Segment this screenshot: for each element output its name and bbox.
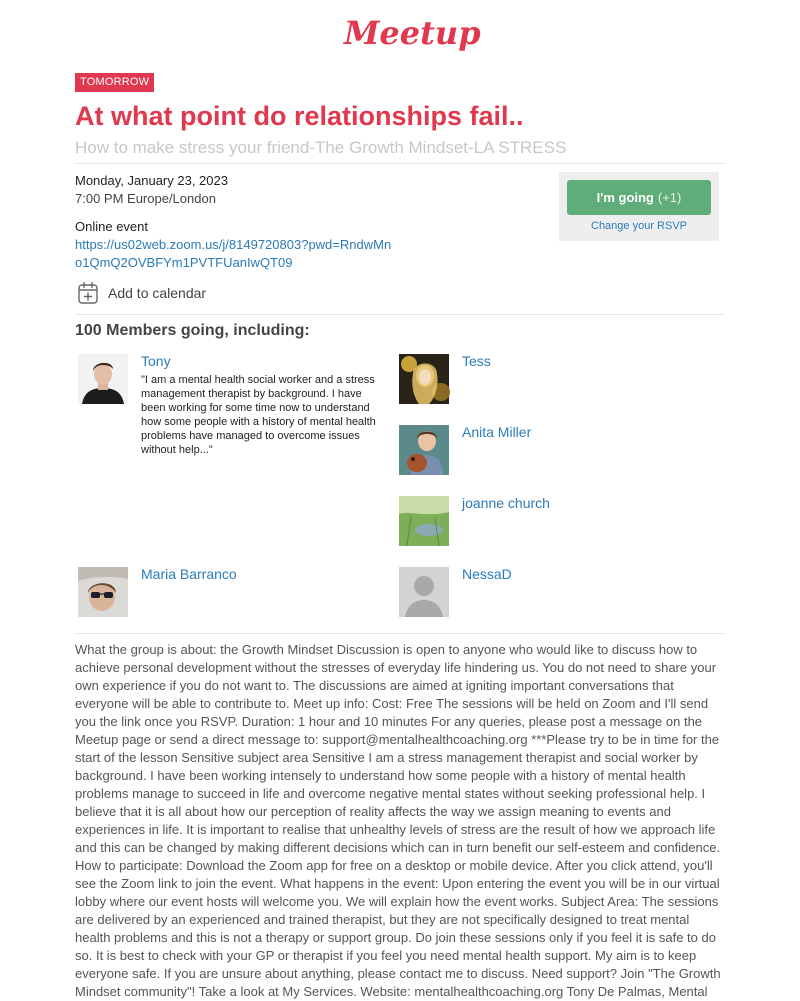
member-bio: "I am a mental health social worker and a stress management therapist by background. I have been working for some time now to understand how some people with a history of mental health problems have managed to overcome issues without help..." bbox=[141, 374, 376, 456]
add-to-calendar-label: Add to calendar bbox=[108, 285, 207, 301]
members-heading: 100 Members going, including: bbox=[75, 322, 310, 339]
avatar-photo bbox=[399, 425, 449, 475]
divider bbox=[75, 314, 725, 315]
event-details bbox=[75, 172, 545, 272]
logo-wordmark: Meetup bbox=[344, 14, 481, 52]
meetup-logo[interactable] bbox=[344, 14, 481, 62]
avatar-photo bbox=[78, 567, 128, 617]
member-avatar[interactable] bbox=[399, 567, 449, 617]
member-name[interactable]: Tess bbox=[462, 353, 491, 369]
member-name[interactable]: joanne church bbox=[462, 495, 550, 511]
member-name[interactable]: NessaD bbox=[462, 566, 512, 582]
member-avatar[interactable] bbox=[78, 567, 128, 617]
im-going-button[interactable] bbox=[567, 180, 711, 215]
member-name[interactable]: Maria Barranco bbox=[141, 566, 237, 582]
member-avatar[interactable] bbox=[399, 496, 449, 546]
member-avatar[interactable] bbox=[399, 354, 449, 404]
avatar-photo bbox=[399, 354, 449, 404]
event-link[interactable]: https://us02web.zoom.us/j/8149720803?pwd=RndwMno1QmQ2OVBFYm1PVTFUanIwQT09 bbox=[75, 237, 392, 270]
location-label: Online event bbox=[75, 219, 148, 234]
rsvp-box bbox=[559, 172, 719, 241]
calendar-plus-icon bbox=[77, 281, 99, 305]
divider bbox=[75, 633, 725, 634]
member-name[interactable]: Tony bbox=[141, 353, 171, 369]
going-label: I'm going bbox=[596, 190, 654, 205]
divider bbox=[75, 163, 725, 164]
event-time: 7:00 PM Europe/London bbox=[75, 191, 216, 206]
group-name[interactable]: How to make stress your friend-The Growth Mindset-LA STRESS bbox=[75, 138, 567, 157]
guest-count: (+1) bbox=[657, 190, 682, 205]
event-title[interactable]: At what point do relationships fail.. bbox=[75, 101, 524, 131]
avatar-photo bbox=[399, 496, 449, 546]
default-avatar-icon bbox=[399, 567, 449, 617]
tomorrow-badge: TOMORROW bbox=[75, 73, 154, 92]
meetup-logo-image bbox=[344, 14, 481, 62]
add-to-calendar[interactable] bbox=[77, 281, 206, 305]
event-date: Monday, January 23, 2023 bbox=[75, 173, 228, 188]
member-name[interactable]: Anita Miller bbox=[462, 424, 532, 440]
change-rsvp-link[interactable]: Change your RSVP bbox=[591, 220, 687, 232]
member-avatar[interactable] bbox=[78, 354, 128, 404]
event-description: What the group is about: the Growth Mindset Discussion is open to anyone who would like to discuss how to achieve personal development without the stresses of everyday life hindering us. You do not need to share your own experience if you do not want to. The discussions are aimed at igniting important conversations that everyone will be able to contribute to. Meet up info: Cost: Free The sessions will be held on Zoom and I'll send you the link once you RSVP. Duration: 1 hour and 10 minutes For any queries, please post a message on the Meetup page or send a direct message to: support@mentalhealthcoaching.org ***Please try to be in time for the start of the lesson Sensitive subject area Sensitive I am a stress management therapist and social worker by background. I have been working intensely to understand how some people with a history of mental health problems manage to succeed in life and overcome negative mental states without seeking professional help. I believe that it is all about how our perception of reality affects the way we assign meaning to events and experiences in life. It is important to realise that unhealthy levels of stress are the result of how we approach life and this can be changed by making different decisions which can in turn benefit our self-esteem and confidence. How to participate: Download the Zoom app for free on a desktop or mobile device. After you click attend, you'll see the Zoom link to join the event. What happens in the event: Upon entering the event you will be in our virtual lobby where our event hosts will welcome you. We will explain how the event works. Subject Area: The sessions are delivered by an experienced and trained therapist, but they are not specifically designed to treat mental health problems and this is not a therapy or support group. Do join these sessions only if you feel it is safe to do so. It is best to check with your GP or therapist if you feel you need mental health support. My aim is to keep everyone safe. If you are unsure about anything, please contact me to discuss. Need support? Join "The Growth Mindset community"! Take a look at My Services. Website: mentalhealthcoaching.org Tony De Palmas, Mental bbox=[75, 642, 721, 999]
member-avatar[interactable] bbox=[399, 425, 449, 475]
avatar-photo bbox=[78, 354, 128, 404]
